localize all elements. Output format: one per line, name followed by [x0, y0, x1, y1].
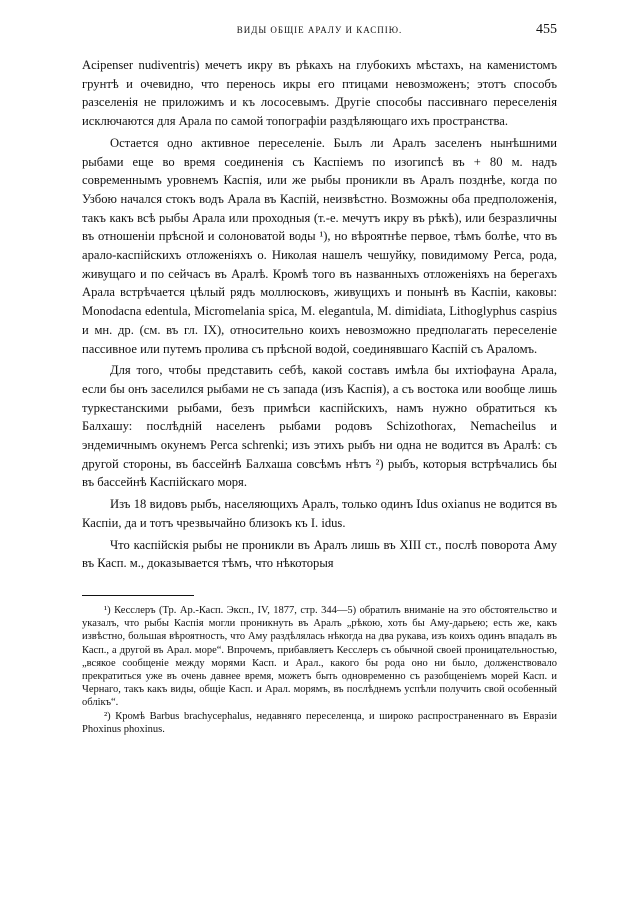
paragraph-2: Остается одно активное переселеніе. Былъ ли Аралъ заселенъ нынѣшними рыбами еще во время соединенія съ Каспіемъ по изогипсѣ въ + 80 м. надъ современнымъ уровнемъ Каспія, или же рыбы проникли въ Аралъ позднѣе, когда по Узбою начался стокъ водъ Арала въ Каспій, неизвѣстно. Возможны оба предположенія, такъ какъ всѣ рыбы Арала или проходныя (т.-е. мечутъ икру въ рѣкѣ), или безразличны въ отношеніи прѣсной и солоноватой воды ¹), но вѣроятнѣе первое, тѣмъ болѣе, что въ арало-каспійскихъ отложеніяхъ о. Николая нашелъ чешуйку, повидимому Perca, рода, живущаго и по сейчасъ въ Аралѣ. Кромѣ того въ названныхъ отложеніяхъ на берегахъ Арала встрѣчается цѣлый рядъ моллюсковъ, живущихъ и понынѣ въ Каспіи, каковы: Monodacna edentula, Micromelania spica, M. elegantula, M. dimidiata, Lithoglyphus caspius и мн. др. (см. въ гл. IX), относительно коихъ невозможно предполагать переселеніе пассивное или путемъ пролива съ прѣсной водой, соединявшаго Каспій съ Араломъ.	[82, 135, 557, 356]
paragraph-1: Acipenser nudiventris) мечетъ икру въ рѣкахъ на глубокихъ мѣстахъ, на каменистомъ грунтѣ и очевидно, что перенось икры его птицами невозможенъ; этотъ способъ разселенія не приложимъ и къ лососевымъ. Другіе способы пассивнаго переселенія исключаются для Арала по самой топографіи раздѣляющаго ихъ пространства.	[82, 58, 557, 129]
body-text	[82, 56, 557, 573]
page-header	[82, 22, 557, 42]
running-head: ВИДЫ ОБЩІЕ АРАЛУ И КАСПІЮ.	[236, 25, 403, 35]
paragraph-3: Для того, чтобы представить себѣ, какой составъ имѣла бы ихтіофауна Арала, если бы онъ заселился рыбами не съ запада (изъ Каспія), а съ востока или вообще лишь туркестанскими рыбами, безъ примѣси каспійскихъ, намъ нужно обратиться къ Балхашу: послѣдній населенъ рыбами родовъ Schizothorax, Nemacheilus и эндемичнымъ окунемъ Perca schrenki; изъ этихъ рыбъ ни одна не водится въ Аралѣ: съ другой стороны, въ бассейнѣ Балхаша совсѣмъ нѣтъ ²) рыбъ, которыя встрѣчались бы въ бассейнѣ Каспійскаго моря.	[82, 363, 557, 490]
footnote-divider	[82, 595, 194, 596]
page-number: 455	[536, 22, 557, 37]
footnotes	[82, 604, 557, 736]
footnote-2: ²) Кромѣ Barbus brachycephalus, недавняго переселенца, и широко распространеннаго въ Евразіи Phoxinus phoxinus.	[82, 710, 557, 735]
page	[82, 22, 557, 736]
paragraph-5: Что каспійскія рыбы не проникли въ Аралъ лишь въ XIII ст., послѣ поворота Аму въ Касп. м., доказывается тѣмъ, что нѣкоторыя	[82, 537, 557, 571]
footnote-1: ¹) Кесслеръ (Тр. Ар.-Касп. Эксп., IV, 1877, стр. 344—5) обратилъ вниманіе на это обстоятельство и указалъ, что рыбы Каспія могли проникнуть въ Аралъ „рѣкою, хоть бы Аму-дарьею; есть же, какъ извѣстно, большая вѣроятность, что Аму раздѣлялась нѣкогда на два рукава, изъ коихъ одинъ впадалъ въ Касп., а другой въ Арал. море“. Впрочемъ, прибавляетъ Кесслеръ съ обычной своей проницательностью, „всякое сообщеніе между морями Касп. и Арал., какого бы рода оно ни было, долженствовало прекратиться уже въ очень давнее время, можетъ быть одновременно съ разобщеніемъ морей Касп. и Чернаго, такъ какъ виды, общіе Касп. и Арал. морямъ, въ послѣднемъ успѣли получить свой особенный облікъ“.	[82, 604, 557, 709]
paragraph-4: Изъ 18 видовъ рыбъ, населяющихъ Аралъ, только одинъ Idus oxianus не водится въ Каспіи, да и тотъ чрезвычайно близокъ къ I. idus.	[82, 497, 557, 530]
